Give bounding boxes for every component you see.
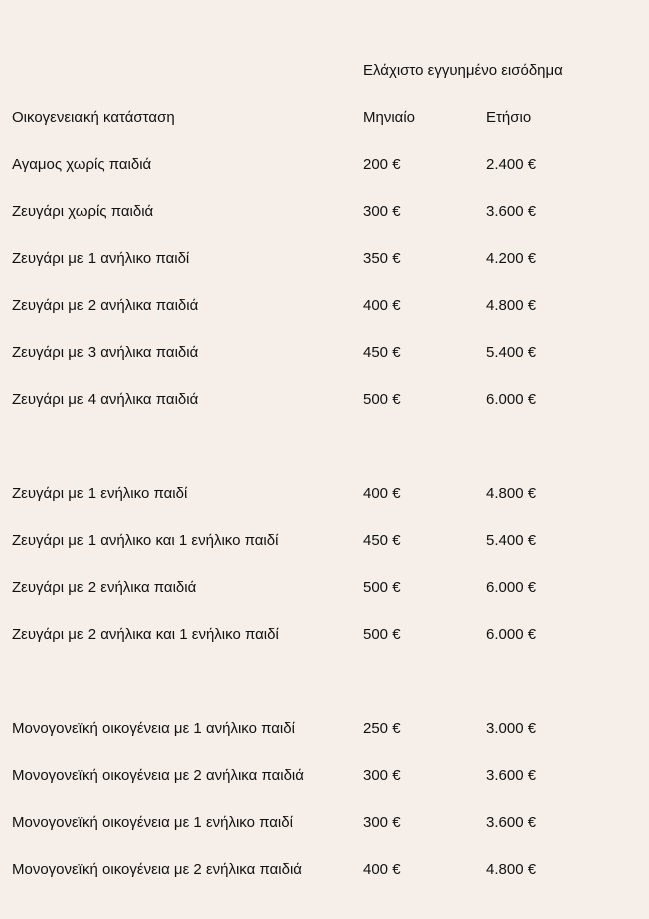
yearly-cell: 2.400 € <box>486 156 537 173</box>
table-row <box>12 859 642 881</box>
table-row <box>12 718 642 740</box>
monthly-cell: 300 € <box>363 767 401 784</box>
status-cell: Ζευγάρι με 4 ανήλικα παιδιά <box>12 391 199 408</box>
status-cell: Μονογονεϊκή οικογένεια με 2 ανήλικα παιδιά <box>12 767 304 784</box>
status-cell: Μονογονεϊκή οικογένεια με 2 ενήλικα παιδιά <box>12 861 302 878</box>
monthly-cell: 500 € <box>363 579 401 596</box>
yearly-cell: 4.800 € <box>486 485 537 502</box>
yearly-cell: 4.800 € <box>486 297 537 314</box>
monthly-cell: 400 € <box>363 297 401 314</box>
table-header-row <box>12 107 642 129</box>
yearly-cell: 3.600 € <box>486 203 537 220</box>
status-cell: Ζευγάρι με 1 ανήλικο παιδί <box>12 250 190 267</box>
status-cell: Ζευγάρι με 2 ανήλικα και 1 ενήλικο παιδί <box>12 626 279 643</box>
status-cell: Ζευγάρι με 1 ενήλικο παιδί <box>12 485 188 502</box>
monthly-cell: 500 € <box>363 626 401 643</box>
monthly-cell: 350 € <box>363 250 401 267</box>
yearly-cell: 3.000 € <box>486 720 537 737</box>
monthly-cell: 200 € <box>363 156 401 173</box>
status-cell: Ζευγάρι με 1 ανήλικο και 1 ενήλικο παιδί <box>12 532 279 549</box>
monthly-cell: 300 € <box>363 814 401 831</box>
monthly-column-header: Μηνιαίο <box>363 109 416 126</box>
table-row <box>12 201 642 223</box>
yearly-cell: 5.400 € <box>486 344 537 361</box>
yearly-cell: 6.000 € <box>486 391 537 408</box>
monthly-cell: 400 € <box>363 485 401 502</box>
table-row <box>12 577 642 599</box>
status-cell: Αγαμος χωρίς παιδιά <box>12 156 152 173</box>
table-row <box>12 154 642 176</box>
yearly-cell: 5.400 € <box>486 532 537 549</box>
yearly-cell: 3.600 € <box>486 814 537 831</box>
table-row <box>12 342 642 364</box>
table-row <box>12 295 642 317</box>
income-group-header: Ελάχιστο εγγυημένο εισόδημα <box>363 62 563 79</box>
table-row <box>12 248 642 270</box>
yearly-column-header: Ετήσιο <box>486 109 532 126</box>
table-row <box>12 530 642 552</box>
monthly-cell: 300 € <box>363 203 401 220</box>
table-row <box>12 812 642 834</box>
monthly-cell: 450 € <box>363 532 401 549</box>
status-cell: Ζευγάρι με 2 ενήλικα παιδιά <box>12 579 197 596</box>
monthly-cell: 500 € <box>363 391 401 408</box>
yearly-cell: 6.000 € <box>486 579 537 596</box>
monthly-cell: 450 € <box>363 344 401 361</box>
status-cell: Ζευγάρι με 3 ανήλικα παιδιά <box>12 344 199 361</box>
yearly-cell: 6.000 € <box>486 626 537 643</box>
status-cell: Μονογονεϊκή οικογένεια με 1 ενήλικο παιδί <box>12 814 293 831</box>
status-cell: Ζευγάρι με 2 ανήλικα παιδιά <box>12 297 199 314</box>
table-row <box>12 624 642 646</box>
yearly-cell: 4.200 € <box>486 250 537 267</box>
yearly-cell: 3.600 € <box>486 767 537 784</box>
status-column-header: Οικογενειακή κατάσταση <box>12 109 175 126</box>
status-cell: Μονογονεϊκή οικογένεια με 1 ανήλικο παιδί <box>12 720 295 737</box>
table-row <box>12 765 642 787</box>
table-row <box>12 389 642 411</box>
monthly-cell: 400 € <box>363 861 401 878</box>
yearly-cell: 4.800 € <box>486 861 537 878</box>
table-row <box>12 483 642 505</box>
monthly-cell: 250 € <box>363 720 401 737</box>
status-cell: Ζευγάρι χωρίς παιδιά <box>12 203 154 220</box>
